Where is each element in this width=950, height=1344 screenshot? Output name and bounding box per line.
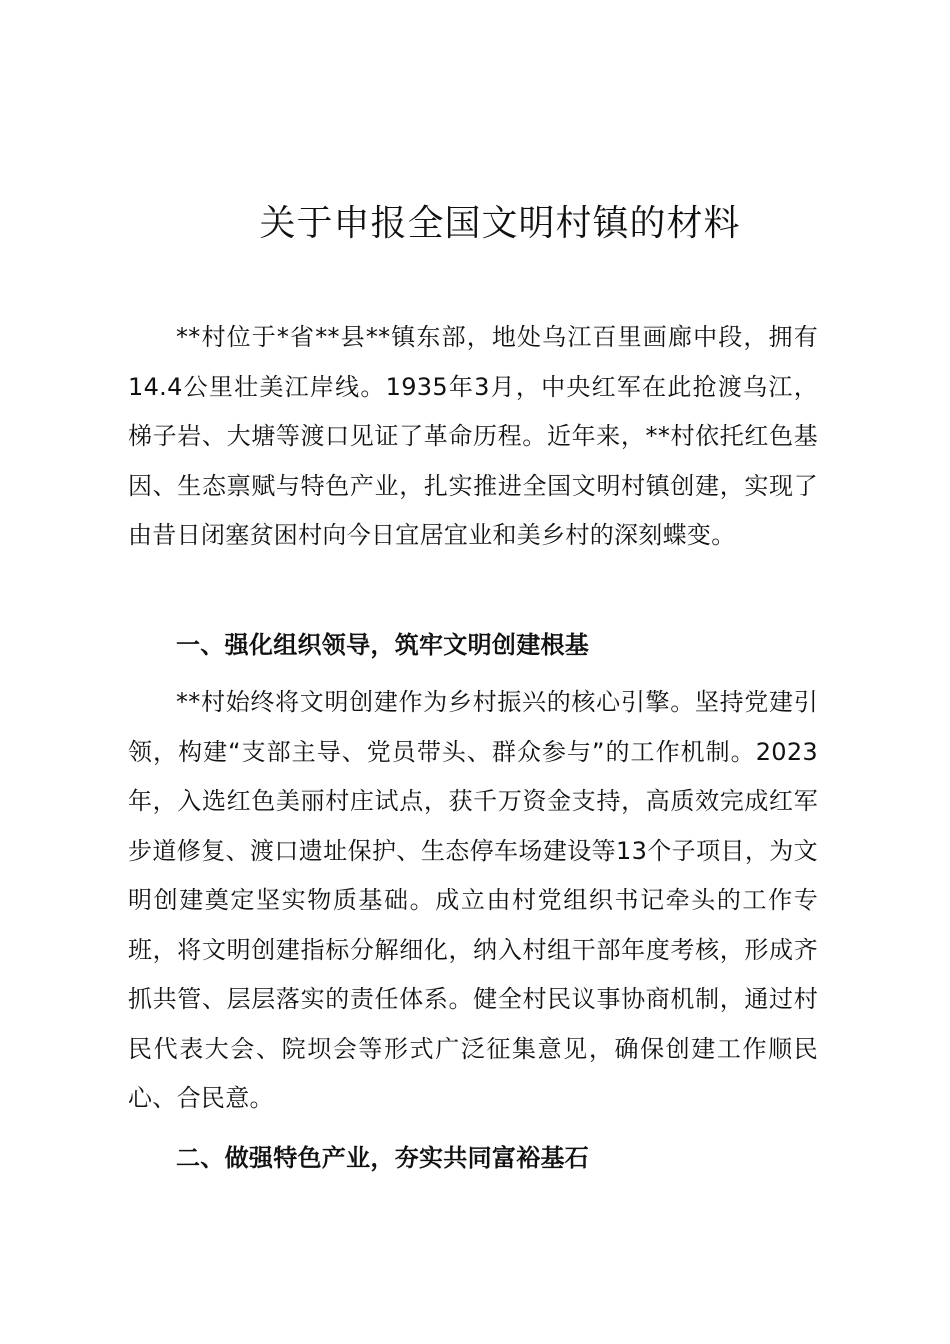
section-1-heading: 一、强化组织领导，筑牢文明创建根基 <box>176 631 590 659</box>
section-2-heading: 二、做强特色产业，夯实共同富裕基石 <box>176 1144 590 1172</box>
section-1-paragraph: **村始终将文明创建作为乡村振兴的核心引擎。坚持党建引领，构建“支部主导、党员带头、群众参与”的工作机制。2023年，入选红色美丽村庄试点，获千万资金支持，高质效完成红军步道修复、渡口遗址保护、生态停车场建设等13个子项目，为文明创建奠定坚实物质基础。成立由村党组织书记牵头的工作专班，将文明创建指标分解细化，纳入村组干部年度考核，形成齐抓共管、层层落实的责任体系。健全村民议事协商机制，通过村民代表大会、院坝会等形式广泛征集意见，确保创建工作顺民心、合民意。 <box>128 688 818 1112</box>
document-title: 关于申报全国文明村镇的材料 <box>259 203 741 244</box>
intro-paragraph: **村位于*省**县**镇东部，地处乌江百里画廊中段，拥有14.4公里壮美江岸线。1935年3月，中央红军在此抢渡乌江，梯子岩、大塘等渡口见证了革命历程。近年来，**村依托红色基因、生态禀赋与特色产业，扎实推进全国文明村镇创建，实现了由昔日闭塞贫困村向今日宜居宜业和美乡村的深刻蝶变。 <box>128 323 818 549</box>
